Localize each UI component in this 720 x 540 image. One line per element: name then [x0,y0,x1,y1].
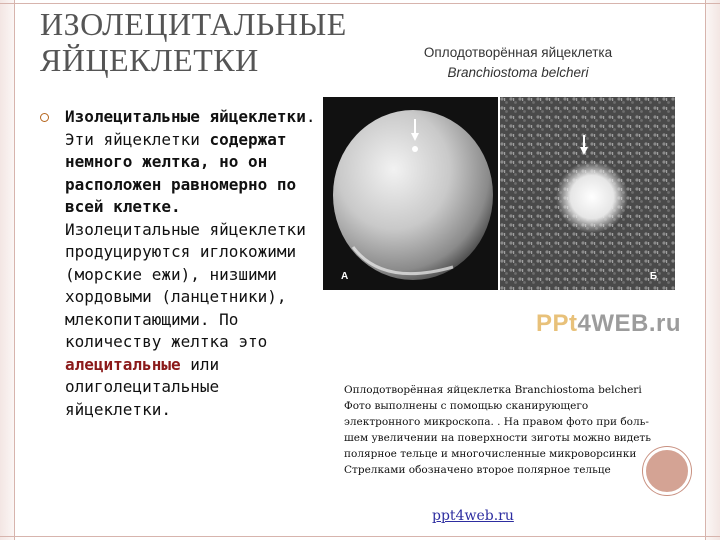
bullet-icon [40,113,49,122]
figure-subtitle: Branchiostoma belcheri [447,65,589,80]
slide-frame-left [0,0,14,540]
decorative-circle [643,447,691,495]
bullet-bold-statement: содержат немного желтка, но он расположен равномерно по всей клетке. [65,129,297,216]
frame-line-right [705,0,706,540]
egg-photo-a [323,97,498,290]
frame-line-top [0,3,720,4]
bullet-rest: Изолецитальные яйцеклетки продуцируются иглокожими (морские ежи), низшими хордовыми (ланцетники), млекопитающими. По количеству желтка это [65,219,306,351]
photo-a-label: А [341,271,349,282]
title-line-1: ИЗОЛЕЦИТАЛЬНЫЕ [40,6,347,42]
figure-title: Оплодотворённая яйцеклетка [423,45,613,60]
watermark-logo: PPt4WEB.ru [536,310,682,337]
photo-b-label: Б [649,271,657,282]
title-line-2: ЯЙЦЕКЛЕТКИ [40,42,259,78]
bullet-after-term: . Эти яйцеклетки [65,107,316,149]
frame-line-left [14,0,15,540]
bullet-accent-term: алецитальные [65,354,181,374]
source-link[interactable]: ppt4web.ru [432,508,514,524]
slide-frame-right [706,0,720,540]
frame-line-bottom [0,536,720,537]
bullet-text [65,106,317,421]
bullet-ending: или олиголецитальные яйцеклетки. [65,354,220,419]
bullet-term: Изолецитальные яйцеклетки [65,107,306,126]
figure-caption: Оплодотворённая яйцеклетка Branchiostoma belcheri Фото выполнены с помощью сканирующего электронного микроскопа. . На правом фото при боль- шем увеличении на поверхности зиготы можно видеть полярное тельце и многочисленные микроворсинки Стрелками обозначено второе полярное тельце [344,384,651,476]
slide-title [40,6,347,78]
egg-photo-b [500,97,675,290]
